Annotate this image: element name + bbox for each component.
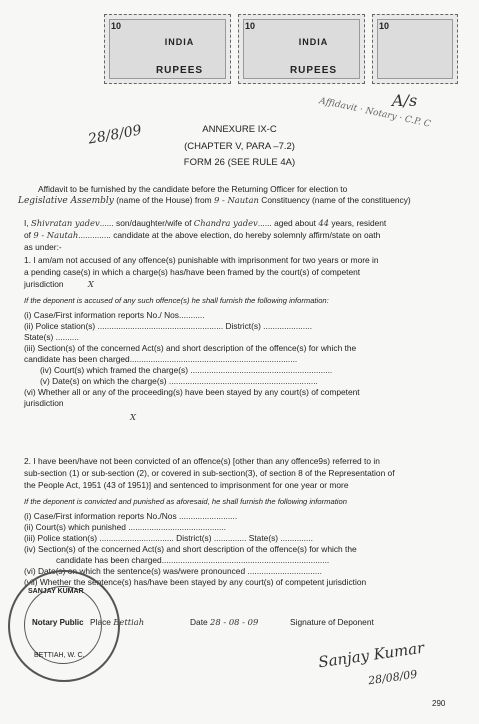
intro-line-1: Affidavit to be furnished by the candidate before the Returning Officer for election to <box>38 184 348 194</box>
stamp-country: INDIA <box>298 37 329 47</box>
para1-item: (v) Date(s) on which the charge(s) ................................................................ <box>40 376 318 386</box>
seal-bottom-text: BETTIAH, W. C. <box>34 652 85 659</box>
place-value: Bettiah <box>113 617 145 627</box>
para1-item: (i) Case/First information reports No./ Nos........... <box>24 310 205 320</box>
para1-line-2: a pending case(s) in which a charge(s) has/have been framed by the court(s) of competent <box>24 267 361 277</box>
para1-item: (iii) Section(s) of the concerned Act(s) and short description of the offence(s) for which the <box>24 343 357 353</box>
handwritten-initials: A/s <box>392 91 418 110</box>
parent-name: Chandra yadev <box>193 218 258 228</box>
para2-line-3: the People Act, 1951 (43 of 1951)] and sentenced to imprisonment for one year or more <box>24 480 349 490</box>
date-value: 28 - 08 - 09 <box>210 617 259 627</box>
para1-item: (ii) Police station(s) ...................................................... District(s) ..................... <box>24 321 313 331</box>
notary-date: 28/08/09 <box>367 667 419 688</box>
stamp-country: INDIA <box>164 37 195 47</box>
stamp-paper-1 <box>104 14 231 84</box>
constituency-name: 9 - Nautan <box>213 195 259 205</box>
para1-line-1: 1. I am/am not accused of any offence(s) punishable with imprisonment for two years or more in <box>24 255 379 265</box>
para1-item: (vi) Whether all or any of the proceeding(s) have been stayed by any court(s) of competent <box>24 387 360 397</box>
seal-top-text: SANJAY KUMAR <box>28 588 84 595</box>
place-line: Place Bettiah <box>90 617 145 627</box>
para1-line-3: jurisdiction X <box>24 279 94 289</box>
stamp-amount: RUPEES <box>289 65 338 76</box>
handwritten-cross: X <box>130 412 136 422</box>
para1-if-clause: If the deponent is accused of any such offence(s) he shall furnish the following information: <box>24 296 329 305</box>
declaration-line-2: of 9 - Nautah.............. candidate at the above election, do hereby solemnly affirm/state on oath <box>24 230 381 240</box>
para1-item: (iv) Court(s) which framed the charge(s) ............................................................. <box>40 365 333 375</box>
para1-item: candidate has been charged........................................................................ <box>24 354 298 364</box>
para2-item: (vii) Whether the sentence(s) has/have been stayed by any court(s) of competent jurisdiction <box>24 577 367 587</box>
para2-item: (i) Case/First information reports No./Nos ......................... <box>24 511 238 521</box>
intro-line-2: Legislative Assembly (name of the House) from 9 - Nautan Constituency (name of the constituency) <box>18 195 411 206</box>
notary-seal <box>8 570 120 682</box>
para2-line-1: 2. I have been/have not been convicted of an offence(s) [other than any offence9s) referred to in <box>24 456 380 466</box>
para2-item: (ii) Court(s) which punished .......................................... <box>24 522 226 532</box>
residence: 9 - Nautah <box>33 230 79 240</box>
declaration-line-1: I, Shivratan yadev...... son/daughter/wife of Chandra yadev...... aged about 44 years, resident <box>24 218 387 228</box>
seal-middle-text: Notary Public <box>32 618 84 627</box>
date-line: Date 28 - 08 - 09 <box>190 617 259 627</box>
deponent-name: Shivratan yadev <box>30 218 100 228</box>
notary-signature: Sanjay Kumar <box>317 638 426 672</box>
stamp-amount: RUPEES <box>155 65 204 76</box>
annexure-title: ANNEXURE IX-C <box>202 124 277 135</box>
house-name: Legislative Assembly <box>18 196 114 206</box>
form-title: FORM 26 (SEE RULE 4A) <box>183 157 296 168</box>
para1-item: jurisdiction <box>24 398 64 408</box>
para2-line-2: sub-section (1) or sub-section (2), or covered in sub-section(3), of section 8 of the Representation of <box>24 468 395 478</box>
deponent-age: 44 <box>318 218 329 228</box>
stamp-value: 10 <box>379 21 390 31</box>
declaration-line-3: as under:- <box>24 242 62 252</box>
para2-item: (vi) Date(s) on which the sentence(s) was/were pronounced ................................ <box>24 566 322 576</box>
stamp-value: 10 <box>245 21 256 31</box>
chapter-title: (CHAPTER V, PARA –7.2) <box>184 141 295 152</box>
para2-item: candidate has been charged........................................................................ <box>56 555 330 565</box>
para1-item: State(s) .......... <box>24 332 79 342</box>
handwritten-date-top: 28/8/09 <box>86 122 143 148</box>
signature-label: Signature of Deponent <box>290 617 374 627</box>
page-number: 290 <box>432 699 446 708</box>
stamp-value: 10 <box>111 21 122 31</box>
para2-item: (iv) Section(s) of the concerned Act(s) and short description of the offence(s) for which the <box>24 544 357 554</box>
para2-if-clause: If the deponent is convicted and punished as aforesaid, he shall furnish the following information <box>24 497 347 506</box>
notary-stamp-mark: Affidavit · Notary · C.P. C <box>318 96 432 130</box>
stamp-paper-2 <box>238 14 365 84</box>
para2-item: (iii) Police station(s) ................................ District(s) .............. State(s) .............. <box>24 533 313 543</box>
stamp-paper-3 <box>372 14 458 84</box>
